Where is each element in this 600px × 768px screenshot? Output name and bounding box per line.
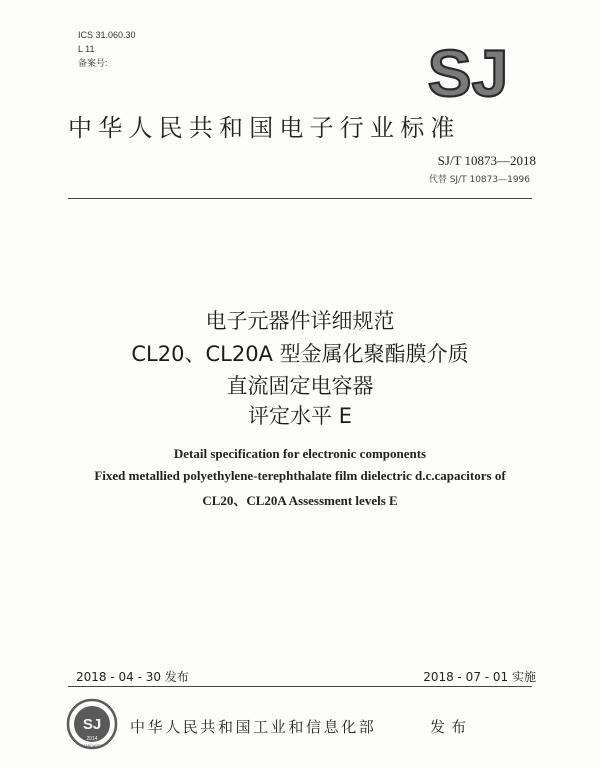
sj-logo xyxy=(416,40,520,102)
title-cn-line1: 电子元器件详细规范 xyxy=(205,309,395,333)
bottom-divider xyxy=(68,686,532,687)
title-cn-line2: CL20、CL20A 型金属化聚酯膜介质 xyxy=(131,342,469,366)
title-cn-line3: 直流固定电容器 xyxy=(226,374,374,398)
ics-code: ICS 31.060.30 xyxy=(78,30,136,40)
title-en-line2: Fixed metallied polyethylene-terephthalate film dielectric d.c.capacitors of xyxy=(94,468,506,483)
implementation-date: 2018 - 07 - 01 实施 xyxy=(423,670,536,684)
class-code: L 11 xyxy=(78,44,95,54)
classification-block xyxy=(78,28,136,70)
standard-category-title: 中华人民共和国电子行业标准 xyxy=(68,114,461,142)
publish-label: 发布 xyxy=(430,718,473,736)
seal-text: SJ xyxy=(82,716,102,733)
sj-logo-text: SJ xyxy=(427,40,509,102)
seal-year: 2014 xyxy=(86,736,98,742)
record-number-label: 备案号: xyxy=(78,58,108,68)
issue-date: 2018 - 04 - 30 发布 xyxy=(76,670,189,684)
ministry-seal-icon xyxy=(66,698,118,750)
title-en-line1: Detail specification for electronic components xyxy=(173,446,427,461)
title-en-line3: CL20、CL20A Assessment levels E xyxy=(202,493,398,508)
title-cn-line4: 评定水平 E xyxy=(248,404,352,428)
standard-number: SJ/T 10873—2018 xyxy=(437,153,536,168)
replaces-standard: 代替 SJ/T 10873—1996 xyxy=(428,175,530,185)
top-divider xyxy=(68,198,532,199)
seal-caption: STANDARDS xyxy=(81,744,103,748)
issuing-authority: 中华人民共和国工业和信息化部 xyxy=(130,718,377,736)
